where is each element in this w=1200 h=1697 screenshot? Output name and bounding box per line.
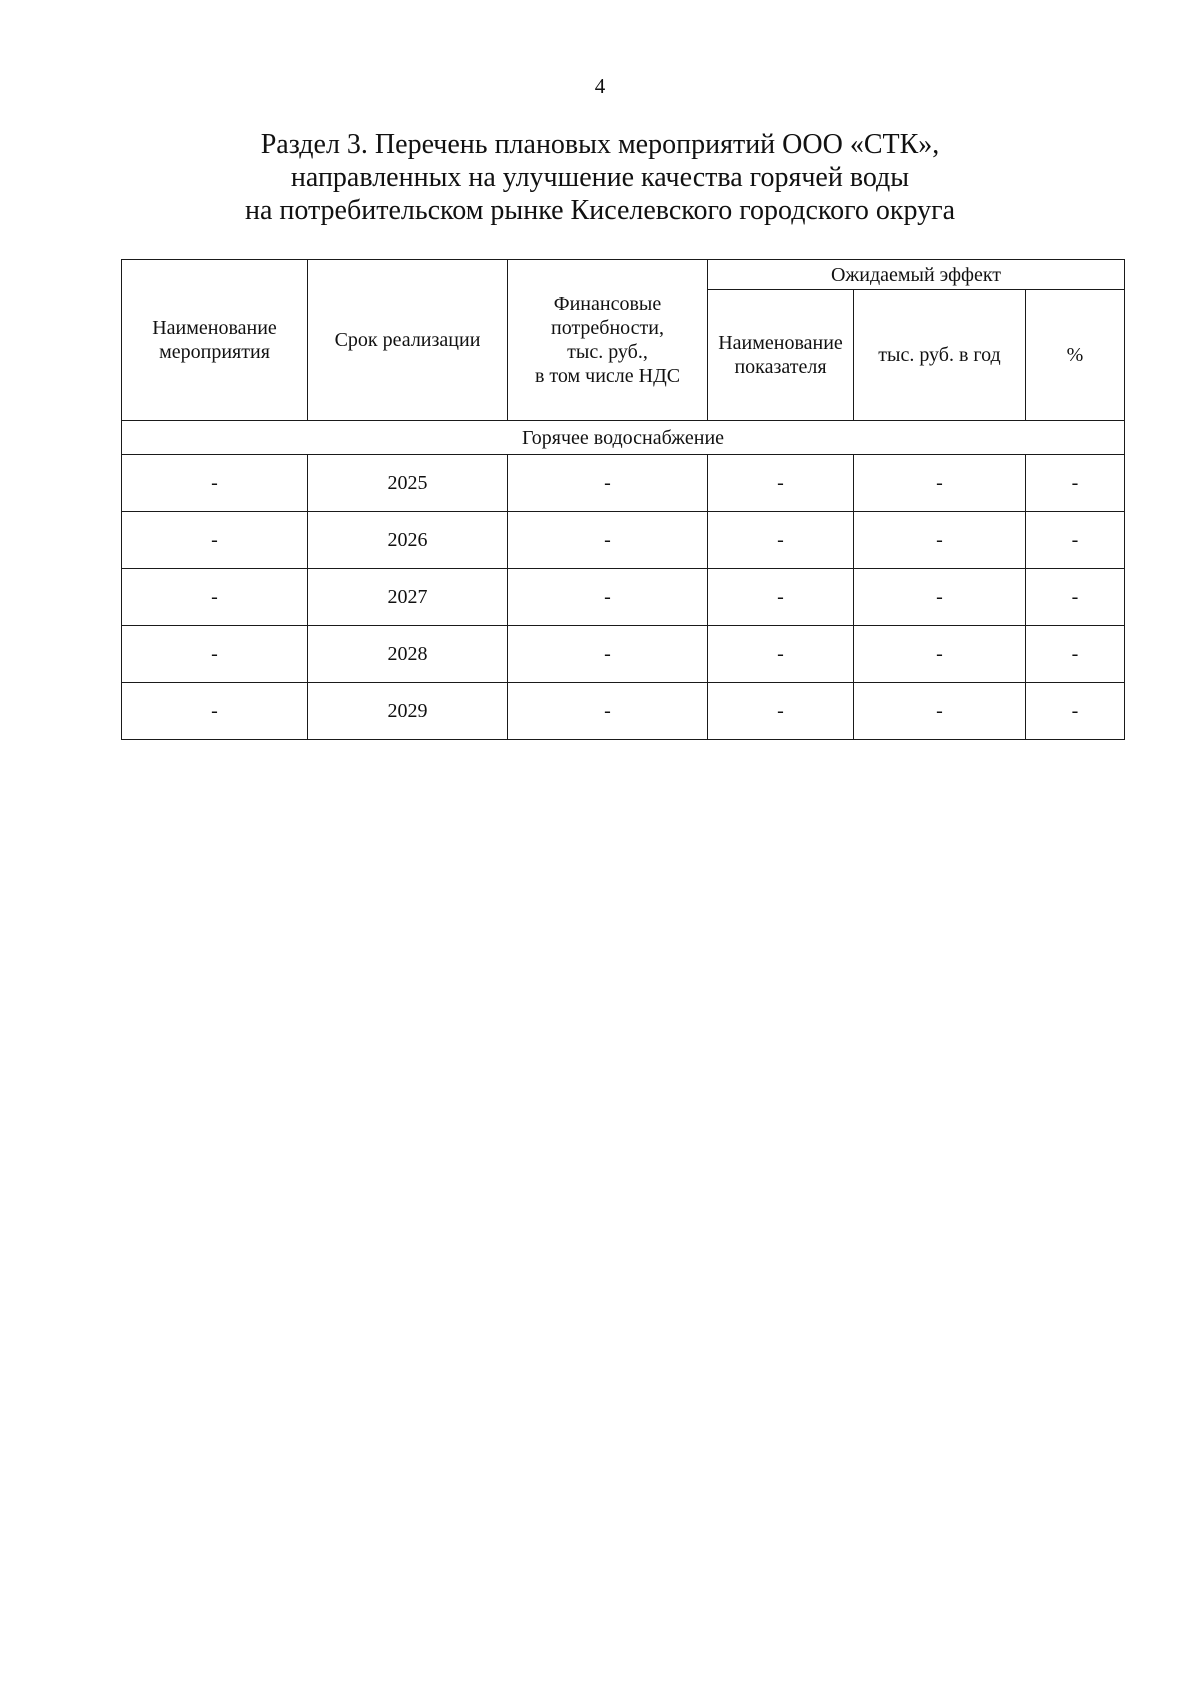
plan-table: [121, 259, 1125, 740]
header-name: [122, 260, 308, 421]
header-row: [122, 260, 1125, 290]
cell-percent: -: [1026, 626, 1125, 683]
cell-thousand-rub: -: [854, 512, 1026, 569]
cell-indicator: -: [708, 512, 854, 569]
header-financing-line-3: тыс. руб.,: [567, 341, 648, 363]
cell-percent: -: [1026, 455, 1125, 512]
header-indicator: [708, 290, 854, 421]
cell-period: 2026: [308, 512, 508, 569]
header-name-line-2: мероприятия: [159, 341, 270, 363]
cell-financing: -: [508, 455, 708, 512]
cell-period: 2025: [308, 455, 508, 512]
cell-percent: -: [1026, 512, 1125, 569]
cell-percent: -: [1026, 683, 1125, 740]
header-financing-line-4: в том числе НДС: [534, 365, 681, 387]
header-name-line-1: Наименование: [152, 317, 277, 339]
cell-percent: -: [1026, 569, 1125, 626]
header-financing: [508, 260, 708, 421]
cell-period: 2029: [308, 683, 508, 740]
cell-name: -: [122, 626, 308, 683]
page-number: 4: [594, 74, 606, 98]
header-indicator-line-1: Наименование: [718, 332, 843, 354]
cell-financing: -: [508, 683, 708, 740]
header-thousand-rub: тыс. руб. в год: [854, 290, 1026, 421]
cell-thousand-rub: -: [854, 569, 1026, 626]
cell-financing: -: [508, 512, 708, 569]
header-percent: %: [1026, 290, 1125, 421]
title-line-3: на потребительском рынке Киселевского городского округа: [244, 195, 956, 226]
section-title: Горячее водоснабжение: [122, 421, 1125, 455]
section-row: [122, 421, 1125, 455]
header-effect-group: Ожидаемый эффект: [708, 260, 1125, 290]
cell-financing: -: [508, 626, 708, 683]
cell-thousand-rub: -: [854, 626, 1026, 683]
table-row: [122, 626, 1125, 683]
title-line-2: направленных на улучшение качества горячей воды: [290, 162, 910, 193]
table-row: [122, 683, 1125, 740]
cell-period: 2027: [308, 569, 508, 626]
page-title: [150, 128, 1050, 227]
cell-name: -: [122, 455, 308, 512]
cell-name: -: [122, 683, 308, 740]
title-line-1: Раздел 3. Перечень плановых мероприятий ООО «СТК»,: [260, 129, 940, 160]
cell-name: -: [122, 512, 308, 569]
cell-indicator: -: [708, 626, 854, 683]
header-indicator-line-2: показателя: [734, 356, 827, 378]
cell-indicator: -: [708, 683, 854, 740]
cell-period: 2028: [308, 626, 508, 683]
table-row: [122, 512, 1125, 569]
cell-thousand-rub: -: [854, 683, 1026, 740]
cell-financing: -: [508, 569, 708, 626]
cell-indicator: -: [708, 455, 854, 512]
cell-name: -: [122, 569, 308, 626]
cell-thousand-rub: -: [854, 455, 1026, 512]
header-financing-line-2: потребности,: [551, 317, 664, 339]
header-financing-line-1: Финансовые: [553, 293, 662, 315]
cell-indicator: -: [708, 569, 854, 626]
header-period: Срок реализации: [308, 260, 508, 421]
table-row: [122, 455, 1125, 512]
table-row: [122, 569, 1125, 626]
